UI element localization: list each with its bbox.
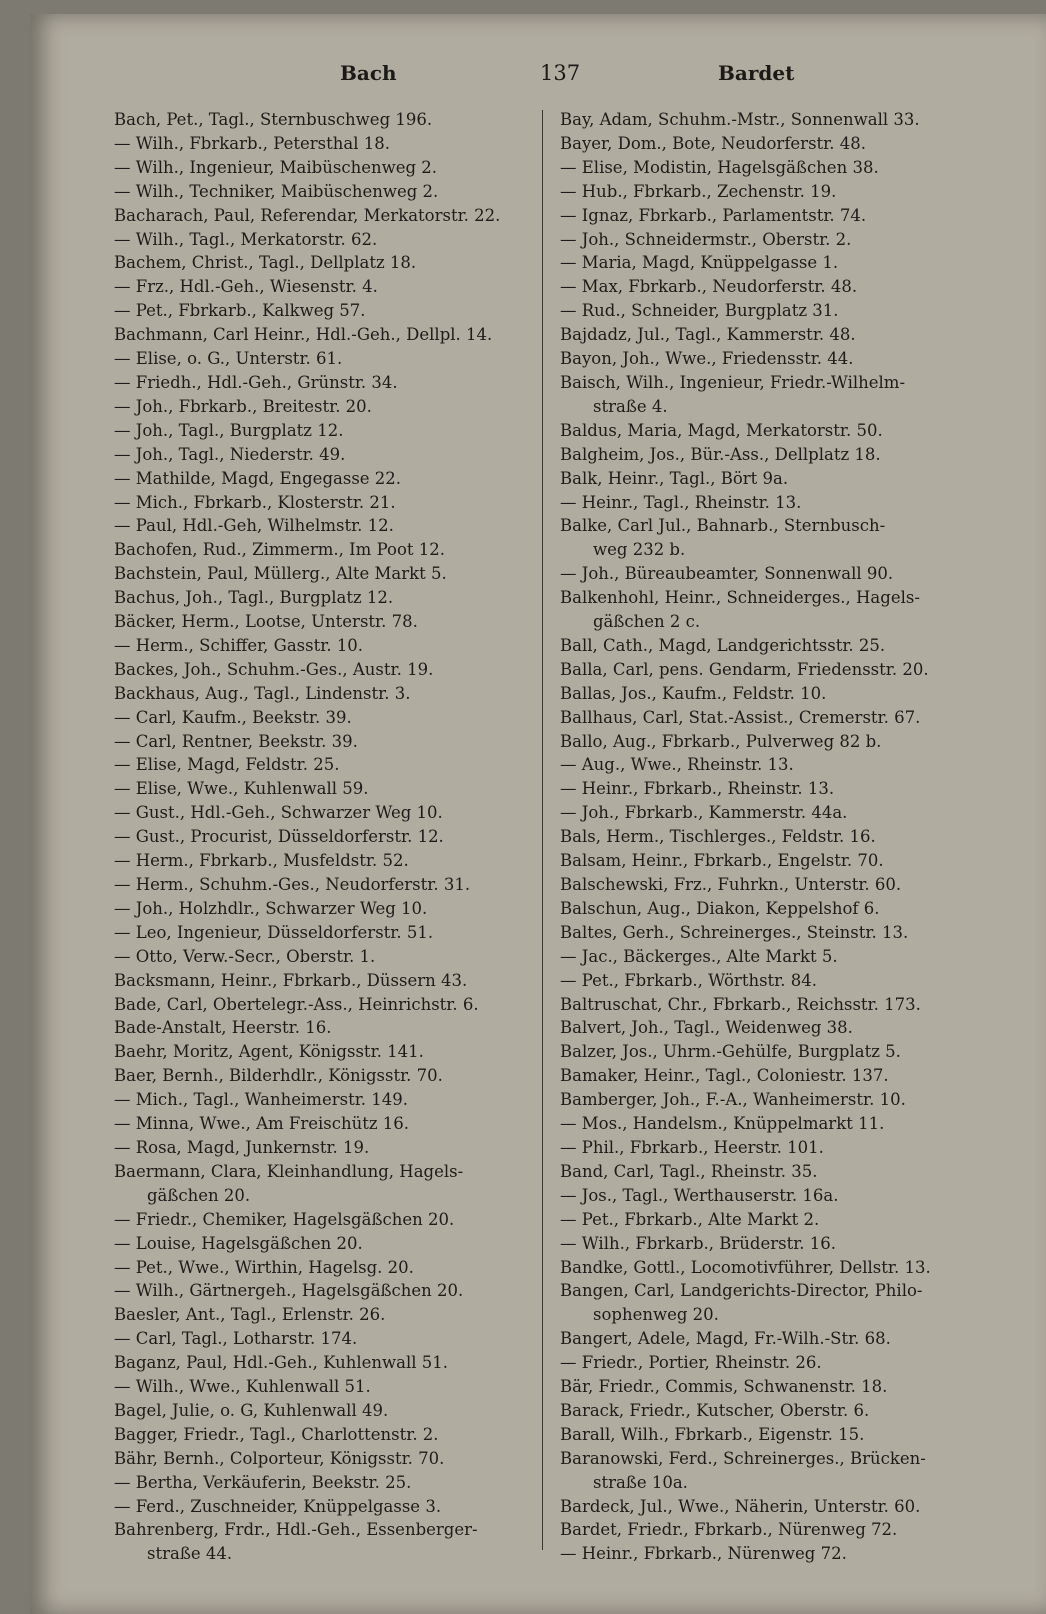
directory-entry: Bayer, Dom., Bote, Neudorferstr. 48. <box>560 133 866 153</box>
directory-entry: Backhaus, Aug., Tagl., Lindenstr. 3. <box>114 683 411 703</box>
directory-entry: Bachofen, Rud., Zimmerm., Im Poot 12. <box>114 540 445 560</box>
directory-entry: Balzer, Jos., Uhrm.-Gehülfe, Burgplatz 5. <box>560 1042 901 1062</box>
directory-entry: Bär, Friedr., Commis, Schwanenstr. 18. <box>560 1377 888 1397</box>
directory-entry: — Carl, Kaufm., Beekstr. 39. <box>114 707 352 727</box>
directory-entry: Balsam, Heinr., Fbrkarb., Engelstr. 70. <box>560 851 884 871</box>
directory-entry: Bamaker, Heinr., Tagl., Coloniestr. 137. <box>560 1066 889 1086</box>
directory-entry: Barack, Friedr., Kutscher, Oberstr. 6. <box>560 1400 870 1420</box>
directory-entry: Balla, Carl, pens. Gendarm, Friedensstr. 20. <box>560 659 929 679</box>
directory-entry: — Elise, Magd, Feldstr. 25. <box>114 755 340 775</box>
directory-entry: Bardet, Friedr., Fbrkarb., Nürenweg 72. <box>560 1520 898 1540</box>
directory-entry: — Elise, Wwe., Kuhlenwall 59. <box>114 779 369 799</box>
directory-entry: — Heinr., Fbrkarb., Rheinstr. 13. <box>560 779 835 799</box>
directory-entry: — Joh., Schneidermstr., Oberstr. 2. <box>560 229 852 249</box>
directory-entry: Baer, Bernh., Bilderhdlr., Königsstr. 70. <box>114 1066 443 1086</box>
directory-entry: Ball, Cath., Magd, Landgerichtsstr. 25. <box>560 635 886 655</box>
entry-continuation: gäßchen 2 c. <box>593 612 701 632</box>
directory-entry: Bangert, Adele, Magd, Fr.-Wilh.-Str. 68. <box>560 1329 891 1349</box>
directory-entry: — Max, Fbrkarb., Neudorferstr. 48. <box>560 277 858 297</box>
entry-continuation: straße 44. <box>147 1544 233 1564</box>
directory-entry: — Heinr., Tagl., Rheinstr. 13. <box>560 492 802 512</box>
directory-entry: — Gust., Procurist, Düsseldorferstr. 12. <box>114 827 444 847</box>
directory-entry: Balvert, Joh., Tagl., Weidenweg 38. <box>560 1018 853 1038</box>
left-column <box>114 108 544 1566</box>
directory-entry: Bahrenberg, Frdr., Hdl.-Geh., Essenberger- <box>114 1520 478 1540</box>
directory-entry: — Mos., Handelsm., Knüppelmarkt 11. <box>560 1114 885 1134</box>
directory-entry: Balschewski, Frz., Fuhrkn., Unterstr. 60. <box>560 875 902 894</box>
directory-entry: Bangen, Carl, Landgerichts-Director, Philo- <box>560 1281 923 1301</box>
directory-entry: Bade, Carl, Obertelegr.-Ass., Heinrichstr. 6. <box>114 994 479 1014</box>
directory-entry: Backsmann, Heinr., Fbrkarb., Düssern 43. <box>114 970 468 990</box>
directory-entry: Baganz, Paul, Hdl.-Geh., Kuhlenwall 51. <box>114 1353 449 1373</box>
directory-entry: — Frz., Hdl.-Geh., Wiesenstr. 4. <box>114 277 378 297</box>
directory-entry: Balkenhohl, Heinr., Schneiderges., Hagels- <box>560 588 920 608</box>
directory-entry: — Herm., Schiffer, Gasstr. 10. <box>114 635 364 655</box>
directory-entry: Bach, Pet., Tagl., Sternbuschweg 196. <box>114 110 433 129</box>
column-divider <box>542 110 543 1550</box>
directory-entry: Ballo, Aug., Fbrkarb., Pulverweg 82 b. <box>560 731 882 751</box>
directory-entry: — Herm., Schuhm.-Ges., Neudorferstr. 31. <box>114 875 471 894</box>
right-column <box>560 108 990 1566</box>
directory-entry: — Friedh., Hdl.-Geh., Grünstr. 34. <box>114 372 398 392</box>
directory-entry: — Rud., Schneider, Burgplatz 31. <box>560 301 839 321</box>
header-last-name: Bardet <box>718 61 795 85</box>
directory-entry: — Joh., Fbrkarb., Kammerstr. 44a. <box>560 803 848 823</box>
directory-entry: — Louise, Hagelsgäßchen 20. <box>114 1233 363 1253</box>
directory-entry: Bacharach, Paul, Referendar, Merkatorstr. 22. <box>114 205 501 225</box>
directory-entry: Balk, Heinr., Tagl., Bört 9a. <box>560 468 789 488</box>
directory-entry: — Maria, Magd, Knüppelgasse 1. <box>560 253 839 273</box>
directory-entry: Bardeck, Jul., Wwe., Näherin, Unterstr. 60. <box>560 1496 921 1516</box>
directory-entry: Bagger, Friedr., Tagl., Charlottenstr. 2. <box>114 1424 439 1444</box>
directory-entry: — Wilh., Fbrkarb., Brüderstr. 16. <box>560 1233 837 1253</box>
directory-entry: Baltruschat, Chr., Fbrkarb., Reichsstr. 173. <box>560 994 921 1014</box>
directory-entry: — Ignaz, Fbrkarb., Parlamentstr. 74. <box>560 205 867 225</box>
directory-entry: Bachmann, Carl Heinr., Hdl.-Geh., Dellpl. 14. <box>114 325 493 345</box>
directory-entry: — Joh., Tagl., Burgplatz 12. <box>114 420 344 440</box>
directory-entry: — Friedr., Portier, Rheinstr. 26. <box>560 1353 822 1373</box>
entry-continuation: weg 232 b. <box>593 540 686 560</box>
directory-entry: — Ferd., Zuschneider, Knüppelgasse 3. <box>114 1496 442 1516</box>
directory-entry: — Pet., Wwe., Wirthin, Hagelsg. 20. <box>114 1257 414 1277</box>
directory-entry: — Heinr., Fbrkarb., Nürenweg 72. <box>560 1544 847 1564</box>
directory-entry: — Wilh., Fbrkarb., Petersthal 18. <box>114 133 390 153</box>
directory-entry: — Minna, Wwe., Am Freischütz 16. <box>114 1114 410 1134</box>
directory-entry: — Pet., Fbrkarb., Kalkweg 57. <box>114 301 366 321</box>
directory-entry: — Pet., Fbrkarb., Alte Markt 2. <box>560 1209 820 1229</box>
directory-entry: Baldus, Maria, Magd, Merkatorstr. 50. <box>560 420 883 440</box>
directory-entry: — Joh., Fbrkarb., Breitestr. 20. <box>114 396 372 416</box>
directory-entry: — Hub., Fbrkarb., Zechenstr. 19. <box>560 181 837 201</box>
directory-entry: Baesler, Ant., Tagl., Erlenstr. 26. <box>114 1305 386 1325</box>
directory-entry: Balke, Carl Jul., Bahnarb., Sternbusch- <box>560 516 886 536</box>
directory-entry: Bayon, Joh., Wwe., Friedensstr. 44. <box>560 349 854 369</box>
directory-entry: — Elise, o. G., Unterstr. 61. <box>114 349 343 369</box>
directory-entry: — Friedr., Chemiker, Hagelsgäßchen 20. <box>114 1209 455 1229</box>
directory-entry: — Paul, Hdl.-Geh, Wilhelmstr. 12. <box>114 516 394 536</box>
directory-entry: — Joh., Tagl., Niederstr. 49. <box>114 444 346 464</box>
entry-continuation: straße 4. <box>593 396 668 416</box>
directory-entry: Baranowski, Ferd., Schreinerges., Brücken- <box>560 1448 926 1468</box>
directory-entry: Bäcker, Herm., Lootse, Unterstr. 78. <box>114 612 418 632</box>
directory-entry: Baisch, Wilh., Ingenieur, Friedr.-Wilhelm- <box>560 372 906 392</box>
running-header <box>30 61 1046 95</box>
directory-entry: — Bertha, Verkäuferin, Beekstr. 25. <box>114 1472 412 1492</box>
page-number: 137 <box>540 61 581 85</box>
directory-entry: Band, Carl, Tagl., Rheinstr. 35. <box>560 1161 818 1181</box>
directory-entry: Ballhaus, Carl, Stat.-Assist., Cremerstr. 67. <box>560 707 921 727</box>
directory-entry: Bähr, Bernh., Colporteur, Königsstr. 70. <box>114 1448 445 1468</box>
directory-entry: Ballas, Jos., Kaufm., Feldstr. 10. <box>560 683 827 703</box>
directory-entry: — Phil., Fbrkarb., Heerstr. 101. <box>560 1137 824 1157</box>
directory-entry: Bade-Anstalt, Heerstr. 16. <box>114 1018 332 1038</box>
directory-entry: Backes, Joh., Schuhm.-Ges., Austr. 19. <box>114 659 434 679</box>
directory-entry: — Rosa, Magd, Junkernstr. 19. <box>114 1137 370 1157</box>
directory-entry: — Mathilde, Magd, Engegasse 22. <box>114 468 402 488</box>
directory-entry: — Joh., Holzhdlr., Schwarzer Weg 10. <box>114 898 428 918</box>
directory-entry: Bamberger, Joh., F.-A., Wanheimerstr. 10. <box>560 1090 906 1110</box>
directory-entry: — Wilh., Techniker, Maibüschenweg 2. <box>114 181 439 201</box>
directory-entry: Bandke, Gottl., Locomotivführer, Dellstr. 13. <box>560 1257 931 1277</box>
directory-entry: Bachem, Christ., Tagl., Dellplatz 18. <box>114 253 417 273</box>
directory-entry: Balschun, Aug., Diakon, Keppelshof 6. <box>560 898 880 918</box>
directory-entry: Bajdadz, Jul., Tagl., Kammerstr. 48. <box>560 325 856 345</box>
entry-continuation: sophenweg 20. <box>593 1305 719 1325</box>
directory-entry: — Herm., Fbrkarb., Musfeldstr. 52. <box>114 851 409 871</box>
directory-entry: Baermann, Clara, Kleinhandlung, Hagels- <box>114 1161 464 1181</box>
entry-continuation: straße 10a. <box>593 1472 688 1492</box>
directory-entry: — Jos., Tagl., Werthauserstr. 16a. <box>560 1185 839 1205</box>
entry-continuation: gäßchen 20. <box>147 1185 251 1205</box>
header-first-name: Bach <box>340 61 397 85</box>
directory-entry: — Mich., Tagl., Wanheimerstr. 149. <box>114 1090 409 1110</box>
directory-entry: — Wilh., Gärtnergeh., Hagelsgäßchen 20. <box>114 1281 464 1301</box>
directory-entry: Baltes, Gerh., Schreinerges., Steinstr. 13. <box>560 922 909 942</box>
directory-entry: Baehr, Moritz, Agent, Königsstr. 141. <box>114 1042 424 1062</box>
directory-entry: — Joh., Büreaubeamter, Sonnenwall 90. <box>560 564 894 584</box>
directory-entry: — Leo, Ingenieur, Düsseldorferstr. 51. <box>114 922 434 942</box>
directory-entry: — Wilh., Ingenieur, Maibüschenweg 2. <box>114 157 438 177</box>
directory-entry: — Carl, Rentner, Beekstr. 39. <box>114 731 358 751</box>
directory-entry: Bay, Adam, Schuhm.-Mstr., Sonnenwall 33. <box>560 110 920 129</box>
directory-entry: Bagel, Julie, o. G, Kuhlenwall 49. <box>114 1400 389 1420</box>
directory-entry: — Carl, Tagl., Lotharstr. 174. <box>114 1329 358 1349</box>
directory-entry: — Otto, Verw.-Secr., Oberstr. 1. <box>114 946 376 966</box>
directory-entry: — Wilh., Wwe., Kuhlenwall 51. <box>114 1377 371 1397</box>
directory-entry: Bachus, Joh., Tagl., Burgplatz 12. <box>114 588 394 608</box>
directory-page <box>30 14 1046 1614</box>
directory-entry: — Aug., Wwe., Rheinstr. 13. <box>560 755 794 775</box>
directory-entry: — Wilh., Tagl., Merkatorstr. 62. <box>114 229 378 249</box>
directory-entry: — Jac., Bäckerges., Alte Markt 5. <box>560 946 838 966</box>
directory-entry: — Elise, Modistin, Hagelsgäßchen 38. <box>560 157 879 177</box>
directory-entry: Barall, Wilh., Fbrkarb., Eigenstr. 15. <box>560 1424 865 1444</box>
directory-entry: Balgheim, Jos., Bür.-Ass., Dellplatz 18. <box>560 444 881 464</box>
directory-entry: — Gust., Hdl.-Geh., Schwarzer Weg 10. <box>114 803 443 823</box>
directory-entry: Bachstein, Paul, Müllerg., Alte Markt 5. <box>114 564 447 584</box>
directory-entry: — Mich., Fbrkarb., Klosterstr. 21. <box>114 492 396 512</box>
directory-entry: — Pet., Fbrkarb., Wörthstr. 84. <box>560 970 817 990</box>
directory-entry: Bals, Herm., Tischlerges., Feldstr. 16. <box>560 827 876 847</box>
